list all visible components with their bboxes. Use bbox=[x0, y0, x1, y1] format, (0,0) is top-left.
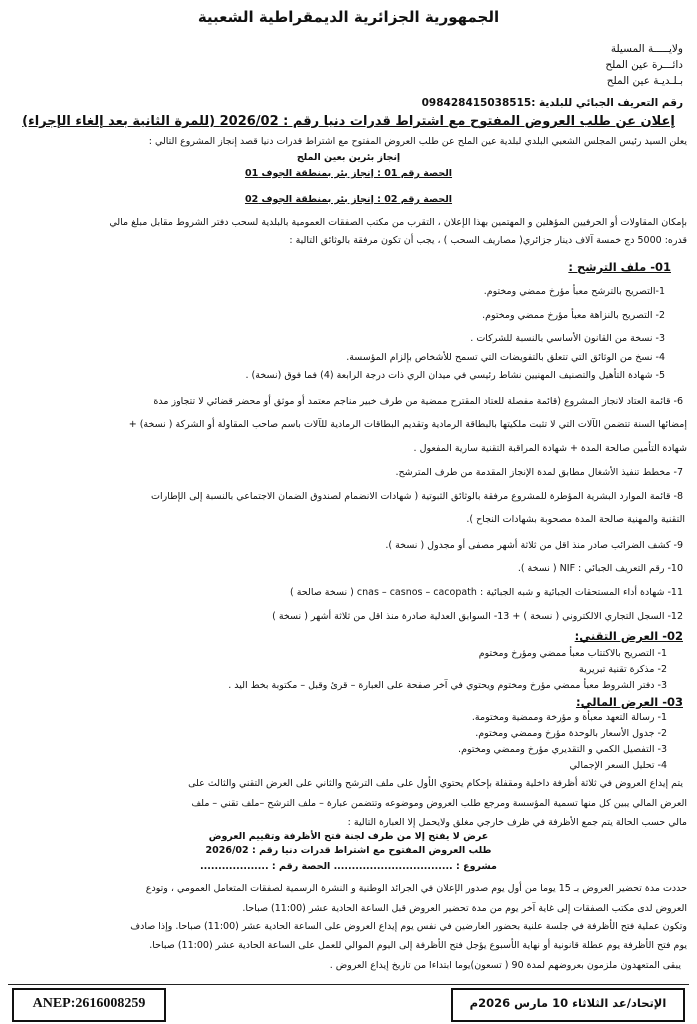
section3-title: 03- العرض المالي: bbox=[575, 695, 683, 709]
section1-item: التقنية والمهنية صالحة المدة مصحوبة بشهادات النجاح ). bbox=[466, 514, 685, 525]
closing-line: يوم فتح الأظرفة يوم عطلة قانونية أو نهاية الأسبوع يؤجل فتح الأظرفة إلى اليوم الموالي للعمل على الساعة الحادية عشر (11:00) صباحا. bbox=[149, 940, 687, 951]
submission-line: العرض المالي يبين كل منها تسمية المؤسسة ومرجع طلب العروض وموضوعه وتتضمن عبارة – ملف الترشح –ملف تقني – ملف bbox=[191, 798, 687, 809]
section2-item: 1- التصريح بالاكتتاب معبأ ممضي ومؤرخ ومختوم bbox=[478, 648, 667, 659]
commune-line: بـلـديـة عين الملح bbox=[606, 75, 683, 87]
envelope-line: عرض لا يفتح إلا من طرف لجنة فتح الأظرفة وتقييم العروض bbox=[208, 831, 489, 842]
nif-line: رقم التعريف الجبائي للبلدية :098428415038515 bbox=[421, 97, 683, 109]
anep-number: ANEP:2616008259 bbox=[32, 996, 146, 1011]
section1-item: 7- مخطط تنفيذ الأشغال مطابق لمدة الإنجاز المقدمة من طرف المترشح. bbox=[395, 467, 683, 478]
section1-item: إمضائها السنة تتضمن الآلات التي لا تثبت ملكيتها بالبطاقة الرمادية وتقديم البطاقات الرمادية للآلات باسم صاحب المقاولة أو الشركة ( نسخة) + bbox=[128, 419, 687, 430]
republic-title: الجمهورية الجزائرية الديمقراطية الشعبية bbox=[197, 8, 500, 26]
submission-line: مالي حسب الحالة يتم جمع الأظرفة في ظرف خارجي مغلق ولايحمل إلا العبارة التالية : bbox=[347, 817, 687, 828]
section3-item: 4- تحليل السعر الإجمالي bbox=[569, 760, 667, 771]
fee-text: قدره: 5000 دج خمسة آلاف دينار جزائري( مصاريف السحب ) ، يجب أن تكون مرفقة بالوثائق التالية : bbox=[289, 235, 687, 246]
envelope-line: طلب العروض المفتوح مع اشتراط قدرات دنيا رقم : 2026/02 bbox=[205, 845, 492, 856]
closing-line: وتكون عملية فتح الأظرفة في جلسة علنية بحضور العارضين في نفس يوم إيداع العروض على الساعة الحادية عشر (11:00) صباحا. وإذا صادف bbox=[130, 921, 687, 932]
lot-2: الحصة رقم 02 : إنجاز بئر بمنطقة الجوف 02 bbox=[244, 194, 453, 205]
lot-1: الحصة رقم 01 : إنجاز بئر بمنطقة الجوف 01 bbox=[244, 168, 453, 179]
anep-box bbox=[12, 988, 166, 1022]
submission-line: يتم إيداع العروض في ثلاثة أظرفة داخلية ومقفلة بإحكام يحتوي الأول على ملف الترشح والثاني على العرض التقني والثالث على bbox=[188, 778, 683, 789]
publication-info: الإتحاد/عد الثلاثاء 10 مارس 2026م bbox=[469, 996, 667, 1010]
section2-item: 2- مذكرة تقنية تبريرية bbox=[578, 664, 667, 675]
section1-item: 10- رقم التعريف الجبائي : NIF ( نسخة ). bbox=[517, 563, 683, 574]
section3-item: 2- جدول الأسعار بالوحدة مؤرخ وممضي ومختوم. bbox=[475, 728, 667, 739]
section1-item: 8- قائمة الموارد البشرية المؤطرة للمشروع مرفقة بالوثائق الثبوتية ( شهادات الانضمام لصندوق الضمان الاجتماعي بالنسبة إلى الإطارات bbox=[151, 491, 683, 502]
notice-intro: يعلن السيد رئيس المجلس الشعبي البلدي لبلدية عين الملح عن طلب العروض المفتوح مع اشتراط قدرات دنيا قصد إنجاز المشروع التالي : bbox=[148, 136, 687, 147]
eligibility-text: بإمكان المقاولات أو الحرفيين المؤهلين و المهتمين بهذا الإعلان ، التقرب من مكتب الصفقات العمومية بالبلدية لسحب دفتر الشروط مقابل مبلغ مالي bbox=[109, 217, 687, 228]
section1-item: 2- التصريح بالنزاهة معبأ مؤرخ ممضي ومختوم. bbox=[482, 310, 665, 321]
section1-item: شهادة التأمين صالحة المدة + شهادة المراقبة التقنية سارية المفعول . bbox=[413, 443, 687, 454]
section1-item: 4- نسخ من الوثائق التي تتعلق بالتفويضات التي تسمح للأشخاص بإلزام المؤسسة. bbox=[346, 352, 665, 363]
section1-item: 3- نسخة من القانون الأساسي بالنسبة للشركات . bbox=[470, 333, 665, 344]
section1-item: 9- كشف الضرائب صادر منذ اقل من ثلاثة أشهر مصفى أو مجدول ( نسخة ). bbox=[385, 540, 683, 551]
footer-divider bbox=[8, 984, 689, 985]
notice-title: إعلان عن طلب العروض المفتوح مع اشتراط قدرات دنيا رقم : 2026/02 (للمرة الثانية بعد إلغاء الإجراء) bbox=[22, 114, 675, 129]
closing-line: العروض لدى مكتب الصفقات إلى غاية آخر يوم من مدة تحضير العروض قبل الساعة الحادية عشر (11:00) صباحا. bbox=[242, 903, 687, 914]
wilaya-line: ولايـــــة المسيلة bbox=[610, 43, 683, 55]
section2-title: 02- العرض التقني: bbox=[574, 629, 683, 643]
project-name: إنجاز بئرين بعين الملح bbox=[296, 152, 401, 163]
section1-title: 01- ملف الترشح : bbox=[568, 260, 671, 274]
section1-item: 5- شهادة التأهيل والتصنيف المهنيين نشاط رئيسي في ميدان الري ذات درجة الرابعة (4) فما فوق (نسخة) . bbox=[245, 370, 665, 381]
closing-line: يبقى المتعهدون ملزمون بعروضهم لمدة 90 ( تسعون)يوما ابتداءا من تاريخ إيداع العروض . bbox=[329, 960, 681, 971]
section2-item: 3- دفتر الشروط معبأ ممضي مؤرخ ومختوم ويحتوي في آخر صفحة على العبارة – قرئ وقبل – مكتوبة بخط اليد . bbox=[228, 680, 667, 691]
closing-line: حددت مدة تحضير العروض بـ 15 يوما من أول يوم صدور الإعلان في الجرائد الوطنية و النشرة الرسمية لصفقات المتعامل العمومي ، وتودع bbox=[145, 883, 687, 894]
section1-item: 1-التصريح بالترشح معبأ مؤرخ ممضي ومختوم. bbox=[483, 286, 665, 297]
section1-item: 12- السجل التجاري الالكتروني ( نسخة ) + 13- السوابق العدلية صادرة منذ اقل من ثلاثة أشهر ( نسخة ) bbox=[272, 611, 683, 622]
section1-item: 11- شهادة أداء المستحقات الجبائية و شبه الجبائية : cnas – casnos – cacopath ( نسخة صالحة ) bbox=[289, 587, 683, 598]
section3-item: 1- رسالة التعهد معبأة و مؤرخة وممضية ومختومة. bbox=[471, 712, 667, 723]
section3-item: 3- التفصيل الكمي و التقديري مؤرخ وممضي ومختوم. bbox=[458, 744, 667, 755]
envelope-line: مشروع : ................................. الحصة رقم : ................... bbox=[200, 861, 497, 872]
section1-item: 6- قائمة العتاد لانجاز المشروع (قائمة مفصلة للعتاد المقترح ممضية من طرف خبير مناجم معتمد أو موثق أو محضر قضائي لا تتجاوز مدة bbox=[153, 396, 683, 407]
publication-box bbox=[451, 988, 685, 1022]
daira-line: دائـــرة عين الملح bbox=[605, 59, 683, 71]
